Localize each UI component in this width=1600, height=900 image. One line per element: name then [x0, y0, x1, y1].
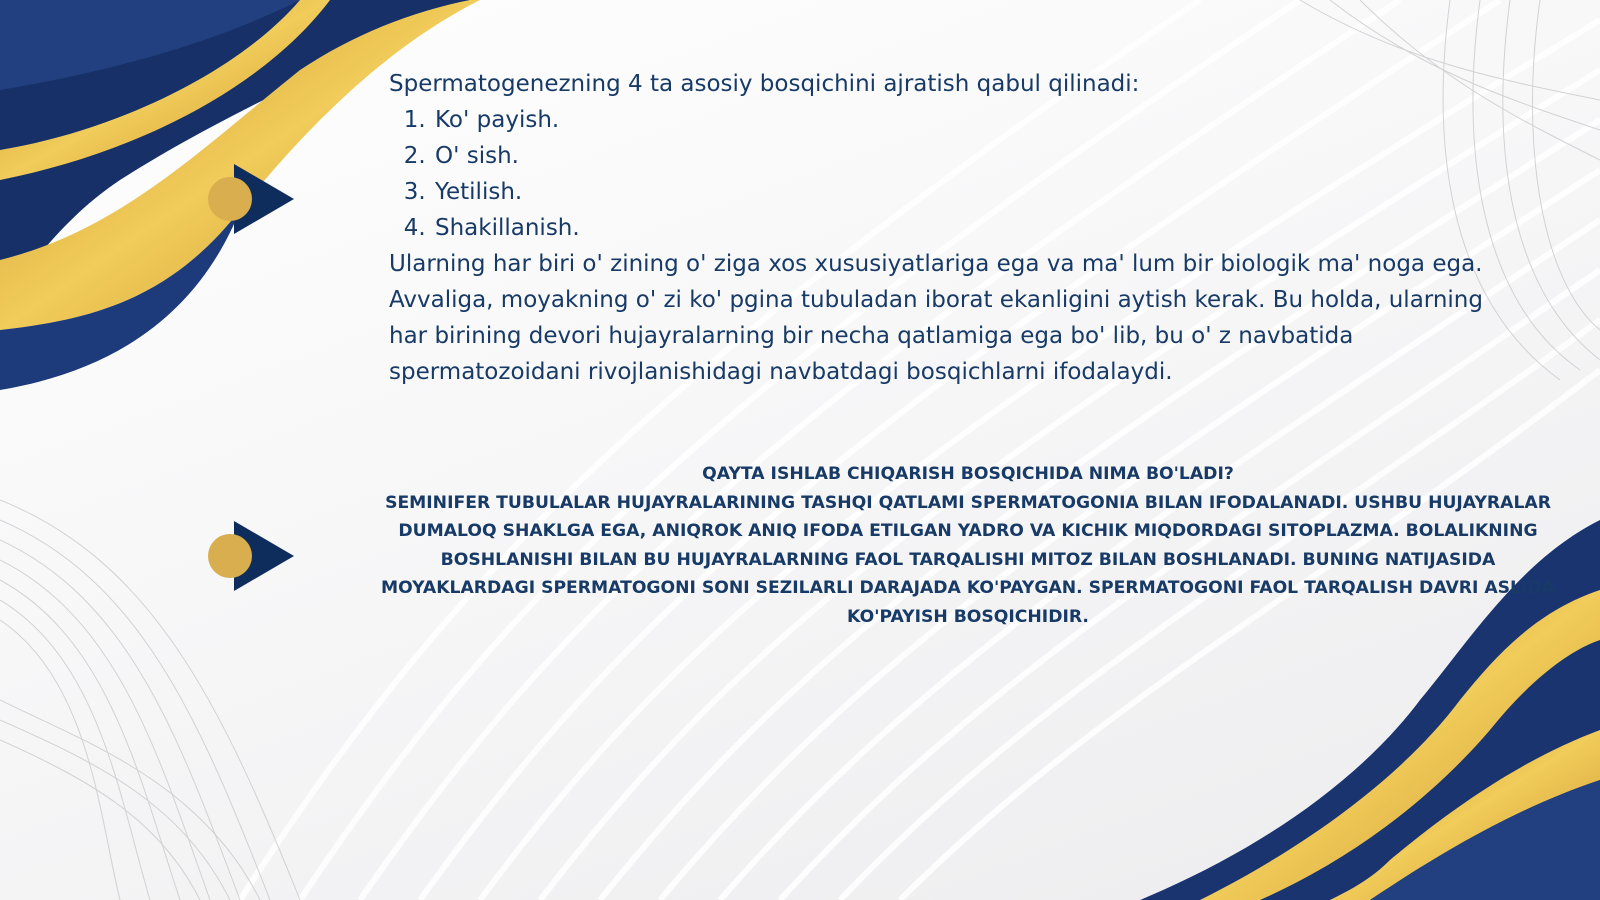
stages-list: [389, 102, 1499, 246]
stage-item: 3. Yetilish.: [433, 174, 1499, 210]
stage-item: 2. O' sish.: [433, 138, 1499, 174]
circle-arrow-marker-icon: [208, 517, 298, 597]
circle-arrow-marker-icon: [208, 160, 298, 240]
section-2-body: SEMINIFER TUBULALAR HUJAYRALARINING TASHQI QATLAMI SPERMATOGONIA BILAN IFODALANADI. USHBU HUJAYRALAR DUMALOQ SHAKLGA EGA, ANIQROK ANIQ IFODA ETILGAN YADRO VA KICHIK MIQDORDAGI SITOPLAZMA. BOLALIKNING BOSHLANISHI BILAN BU HUJAYRALARNING FAOL TARQALISHI MITOZ BILAN BOSHLANADI. BUNING NATIJASIDA MOYAKLARDAGI SPERMATOGONI SONI SEZILARLI DARAJADA KO'PAYGAN. SPERMATOGONI FAOL TARQALISH DAVRI ASLIDA KO'PAYISH BOSQICHIDIR.: [381, 492, 1555, 627]
section-2-heading: QAYTA ISHLAB CHIQARISH BOSQICHIDA NIMA BO'LADI?: [702, 464, 1234, 484]
section-2: [368, 460, 1568, 631]
intro-text: Spermatogenezning 4 ta asosiy bosqichini ajratish qabul qilinadi:: [389, 71, 1140, 97]
main-text-block: [389, 66, 1499, 390]
stage-item: 1. Ko' payish.: [433, 102, 1499, 138]
stage-item: 4. Shakillanish.: [433, 210, 1499, 246]
description-paragraph: Ularning har biri o' zining o' ziga xos xususiyatlariga ega va ma' lum bir biologik ma' noga ega. Avvaliga, moyakning o' zi ko' pgina tubuladan iborat ekanligini aytish kerak. Bu holda, ularning har birining devori hujayralarning bir necha qatlamiga ega bo' lib, bu o' z navbatida spermatozoidani rivojlanishidagi navbatdagi bosqichlarni ifodalaydi.: [389, 251, 1483, 385]
